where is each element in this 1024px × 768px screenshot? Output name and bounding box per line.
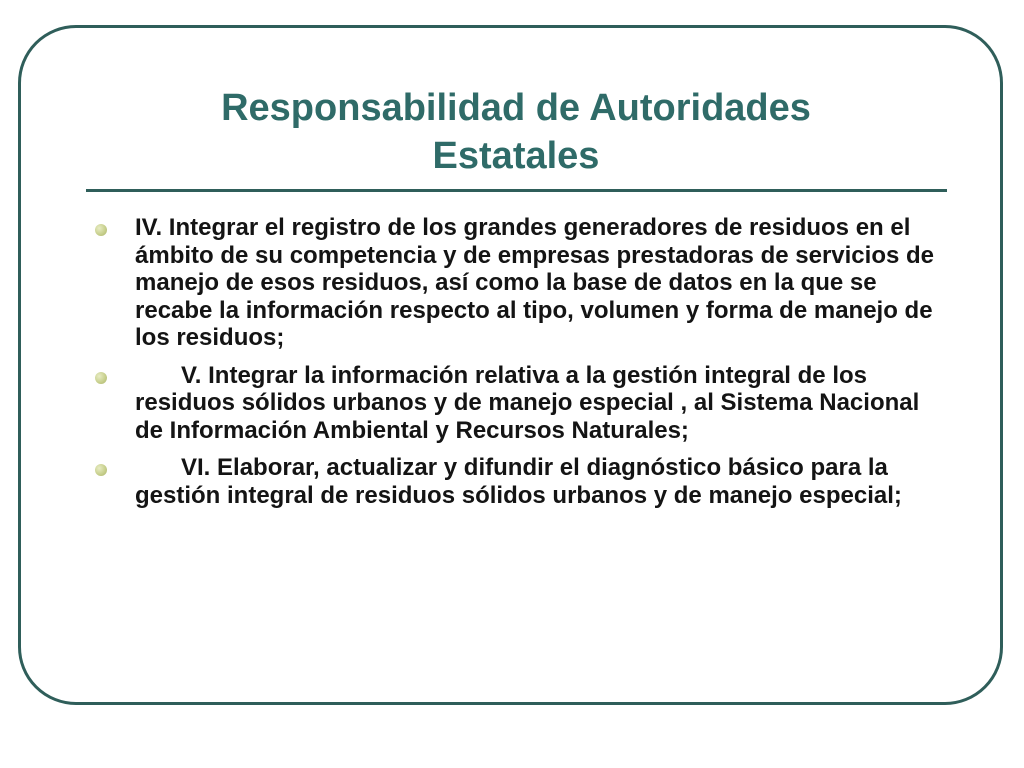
bullet-text: VI. Elaborar, actualizar y difundir el diagnóstico básico para la gestión integral de residuos sólidos urbanos y de manejo especial; — [135, 454, 902, 509]
bullet-item-v — [95, 362, 945, 445]
bullet-list — [95, 214, 945, 519]
bullet-item-iv — [95, 214, 945, 352]
bullet-text: V. Integrar la información relativa a la gestión integral de los residuos sólidos urbanos y de manejo especial , al Sistema Nacional de Información Ambiental y Recursos Naturales; — [135, 361, 920, 444]
slide-title — [80, 84, 952, 180]
bullet-dot-icon — [95, 464, 107, 476]
slide-title-line-1: Responsabilidad de Autoridades — [221, 87, 811, 129]
bullet-item-vi — [95, 454, 945, 509]
bullet-dot-icon — [95, 224, 107, 236]
slide-title-line-2: Estatales — [432, 135, 600, 177]
bullet-text: IV. Integrar el registro de los grandes generadores de residuos en el ámbito de su competencia y de empresas prestadoras de servicios de manejo de esos residuos, así como la base de datos en la que se recabe la información respecto al tipo, volumen y forma de manejo de los residuos; — [135, 214, 934, 351]
title-divider — [86, 189, 947, 192]
bullet-dot-icon — [95, 372, 107, 384]
